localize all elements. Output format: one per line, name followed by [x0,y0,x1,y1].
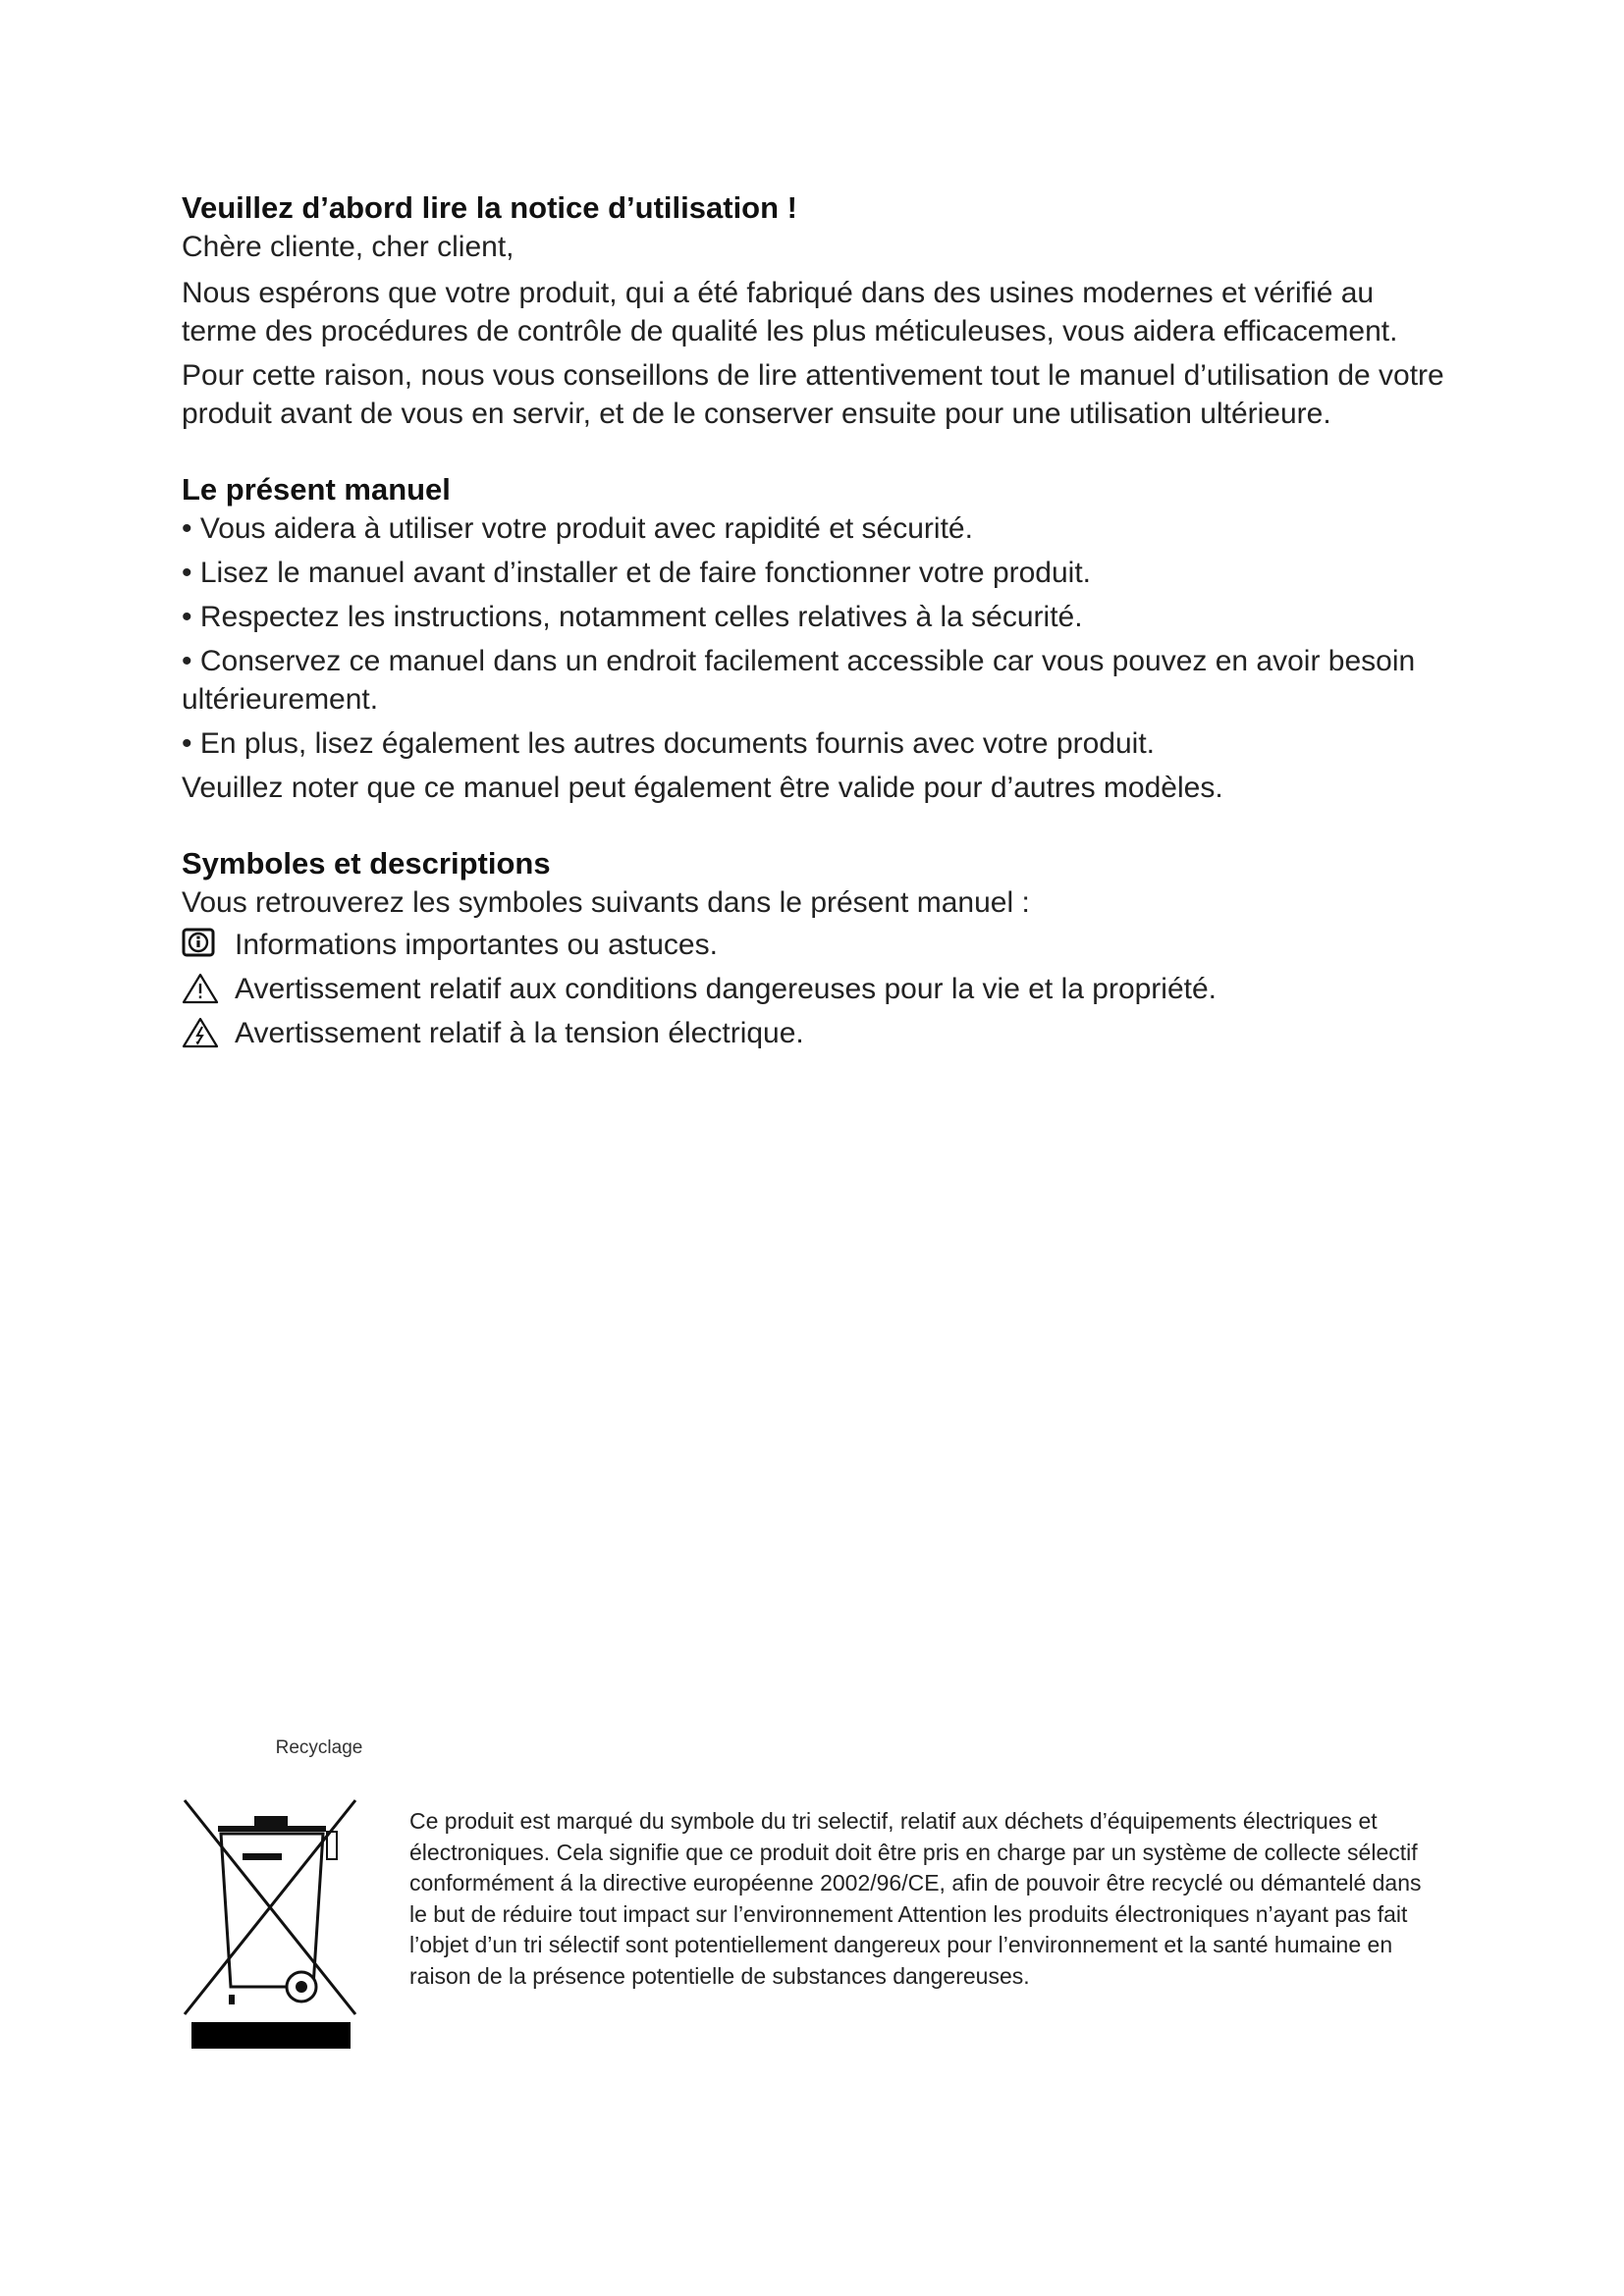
manual-page [182,188,1448,1090]
intro-paragraph-1: Nous espérons que votre produit, qui a été fabriqué dans des usines modernes et vérifié au terme des procédures de contrôle de qualité les plus méticuleuses, vous aidera efficacement. [182,277,1398,347]
recycling-text: Ce produit est marqué du symbole du tri selectif, relatif aux déchets d’équipements électriques et électroniques. Cela signifie que ce produit doit être pris en charge par un système de collecte sélectif conformément á la directive européenne 2002/96/CE, afin de pouvoir être recyclé ou démantelé dans le but de réduire tout impact sur l’environnement Attention les produits électroniques n’ayant pas fait l’objet d’un tri sélectif sont potentiellement dangereux pour l’environnement et la santé humaine en raison de la présence potentielle de substances dangereuses. [409,1808,1422,1989]
greeting: Chère cliente, cher client, [182,231,514,263]
recycling-section [182,1737,1458,2052]
symbol-row-electric [182,1014,1448,1052]
electric-warning-icon [182,1016,221,1051]
manual-bullet: • Vous aidera à utiliser votre produit avec rapidité et sécurité. [182,512,973,545]
manual-bullet: • Lisez le manuel avant d’installer et de faire fonctionner votre produit. [182,557,1092,589]
symbols-title: Symboles et descriptions [182,846,551,881]
warning-icon [182,972,221,1007]
manual-bullet: • Conservez ce manuel dans un endroit facilement accessible car vous pouvez en avoir besoin ultérieurement. [182,645,1416,716]
intro-paragraph-2: Pour cette raison, nous vous conseillons de lire attentivement tout le manuel d’utilisation de votre produit avant de vous en servir, et de le conserver ensuite pour une utilisation ultérieure. [182,359,1444,430]
symbol-text-warning: Avertissement relatif aux conditions dangereuses pour la vie et la propriété. [235,973,1218,1005]
symbols-intro: Vous retrouverez les symboles suivants dans le présent manuel : [182,886,1030,919]
info-icon [182,928,221,963]
manual-bullet: • Respectez les instructions, notamment celles relatives à la sécurité. [182,601,1083,633]
symbol-text-info: Informations importantes ou astuces. [235,929,718,961]
manual-note: Veuillez noter que ce manuel peut également être valide pour d’autres modèles. [182,772,1223,804]
manual-title: Le présent manuel [182,472,451,507]
manual-section [182,470,1448,807]
intro-section [182,188,1448,433]
symbol-text-electric: Avertissement relatif à la tension électrique. [235,1017,804,1049]
recycling-label: Recyclage [275,1737,363,1758]
symbol-row-warning [182,970,1448,1008]
intro-title: Veuillez d’abord lire la notice d’utilisation ! [182,190,797,225]
crossed-bin-icon [182,1769,358,2049]
manual-bullet: • En plus, lisez également les autres documents fournis avec votre produit. [182,727,1156,760]
symbol-row-info [182,926,1448,964]
symbols-section [182,844,1448,1052]
